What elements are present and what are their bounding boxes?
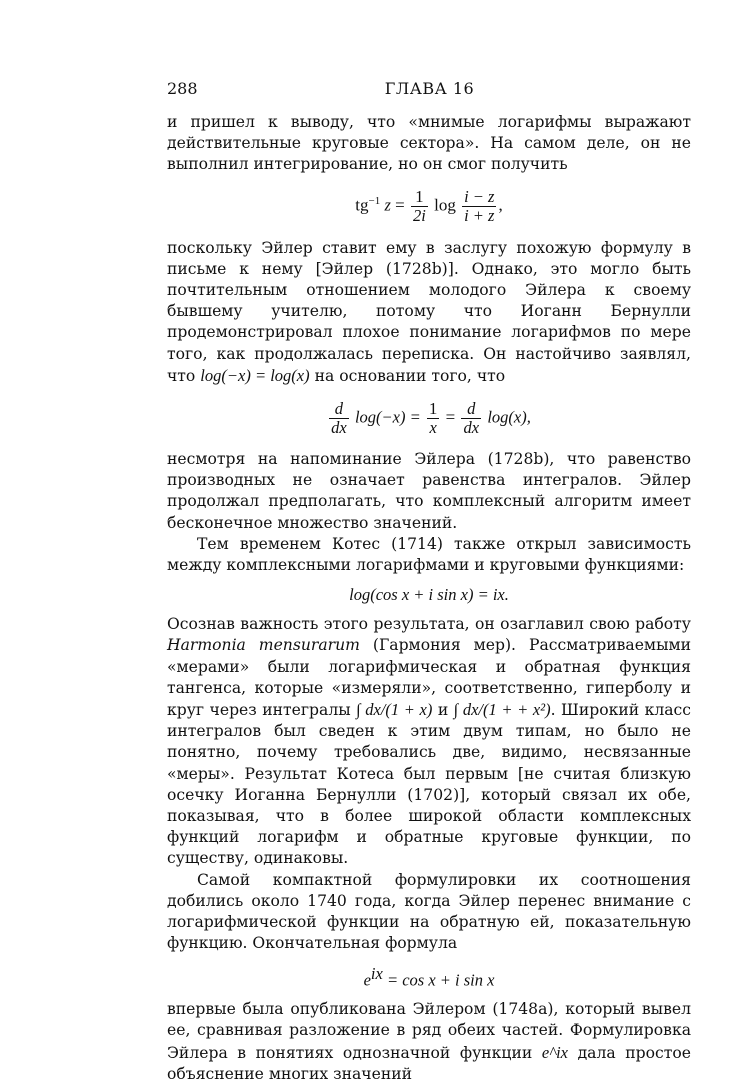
paragraph-1: и пришел к выводу, что «мнимые логарифмы выражают действительные круговые сектора». На самом деле, он не выполнил интегрирование, но он смог получить bbox=[167, 113, 691, 174]
eq4-base: e bbox=[363, 970, 371, 990]
eq2-x: x bbox=[429, 417, 437, 437]
eq2-equals: = bbox=[441, 406, 460, 426]
eq1-end: , bbox=[498, 195, 503, 215]
paragraph-7 bbox=[167, 999, 691, 1085]
eq2-deriv-2 bbox=[461, 400, 481, 437]
body-text bbox=[167, 112, 691, 1085]
eq1-frac2-den: i + z bbox=[464, 206, 495, 226]
eq1-frac1-num: 1 bbox=[411, 188, 428, 207]
eq1-tg: tg bbox=[355, 195, 369, 215]
eq4-exp: ix bbox=[370, 963, 383, 983]
equation-derivative bbox=[167, 395, 691, 441]
eq2-d-2: d bbox=[461, 400, 481, 419]
chapter-title: ГЛАВА 16 bbox=[384, 79, 475, 98]
eq2-one-over-x bbox=[427, 400, 440, 437]
paragraph-7-start: впервые была опубликована Эйлером (1748a), который вывел ее, сравнивая разложение в ряд обеих частей. Формулировка Эйлера в понятиях однозначной функции bbox=[167, 1000, 691, 1062]
paragraph-5-and: и bbox=[432, 701, 454, 720]
eq4-rhs: = cos x + i sin x bbox=[382, 970, 495, 990]
eq2-dx-2: dx bbox=[463, 417, 480, 437]
paragraph-2-text: поскольку Эйлер ставит ему в заслугу похожую формулу в письме к нему [Эйлер (1728b)]. Однако, это могло быть почтительным отношением молодого Эйлера к своему бывшему учителю, потому что Иоганн Бернулли продемонстрировал плохое понимание логарифмов по мере того, как продолжалась переписка. Он настойчиво заявлял, что bbox=[167, 238, 691, 385]
eq2-deriv-1 bbox=[329, 400, 349, 437]
equation-euler bbox=[167, 963, 691, 992]
paragraph-5 bbox=[167, 614, 691, 869]
paragraph-5-start: Осознав важность этого результата, он озаглавил свою работу bbox=[167, 615, 691, 634]
paragraph-5-end: . Широкий класс интегралов был сведен к этим двум типам, но было не понятно, почему требовались две, видимо, несвязанные «меры». Результат Котеса был первым [не считая близкую осечку Иоганна Бернулли (1702)], который связал их обе, показывая, что в более широкой области комплексных функций логарифм и обратные круговые функции, по существу, одинаковы. bbox=[167, 701, 691, 868]
eq1-fraction-2 bbox=[462, 188, 496, 225]
equation-cotes bbox=[167, 584, 691, 606]
page-number: 288 bbox=[167, 79, 198, 98]
eq1-fraction-1 bbox=[411, 188, 428, 225]
eq1-sup: −1 bbox=[368, 194, 381, 207]
eq2-log-x: log(x), bbox=[487, 406, 531, 426]
paragraph-5-mid: (Гармония мер). Рассматриваемыми «мерами» были логарифмическая и обратная функция тангенса, которые «измеряли», соответственно, гиперболу и круг через интегралы bbox=[167, 636, 691, 720]
eq2-log-neg: log(−x) = bbox=[354, 406, 425, 426]
running-header bbox=[167, 79, 692, 99]
equation-arctan bbox=[167, 184, 691, 230]
paragraph-5-integral-2: ∫ dx/(1 + + x²) bbox=[453, 700, 551, 720]
eq2-one: 1 bbox=[428, 398, 438, 418]
eq1-equals: = bbox=[390, 195, 409, 215]
paragraph-6: Самой компактной формулировки их соотношения добились около 1740 года, когда Эйлер перенес внимание с логарифмической функции на обратную ей, показательную функцию. Окончательная формула bbox=[167, 870, 691, 953]
paragraph-5-integral-1: ∫ dx/(1 + x) bbox=[356, 700, 433, 720]
paragraph-5-title: Harmonia mensurarum bbox=[167, 636, 360, 655]
paragraph-3: несмотря на напоминание Эйлера (1728b), что равенство производных не означает равенства интегралов. Эйлер продолжал предполагать, что комплексный алгоритм имеет бесконечное множество значений. bbox=[167, 450, 691, 532]
eq1-var: z bbox=[384, 195, 391, 215]
paragraph-2-math: log(−x) = log(x) bbox=[200, 365, 310, 385]
paragraph-7-end: дала простое объяснение многих значений bbox=[167, 1043, 691, 1083]
paragraph-4: Тем временем Котес (1714) также открыл зависимость между комплексными логарифмами и круговыми функциями: bbox=[167, 534, 691, 575]
eq1-frac2-num: i − z bbox=[464, 187, 495, 207]
paragraph-7-func: e^ix bbox=[541, 1042, 569, 1062]
eq1-frac1-den: 2i bbox=[413, 206, 426, 226]
eq2-dx-1: dx bbox=[331, 417, 347, 437]
paragraph-2 bbox=[167, 238, 691, 387]
eq3-text: log(cos x + i sin x) = ix. bbox=[349, 585, 509, 605]
eq1-log: log bbox=[434, 195, 456, 215]
paragraph-2-tail: на основании того, что bbox=[309, 366, 506, 385]
eq2-d-1: d bbox=[329, 400, 349, 419]
